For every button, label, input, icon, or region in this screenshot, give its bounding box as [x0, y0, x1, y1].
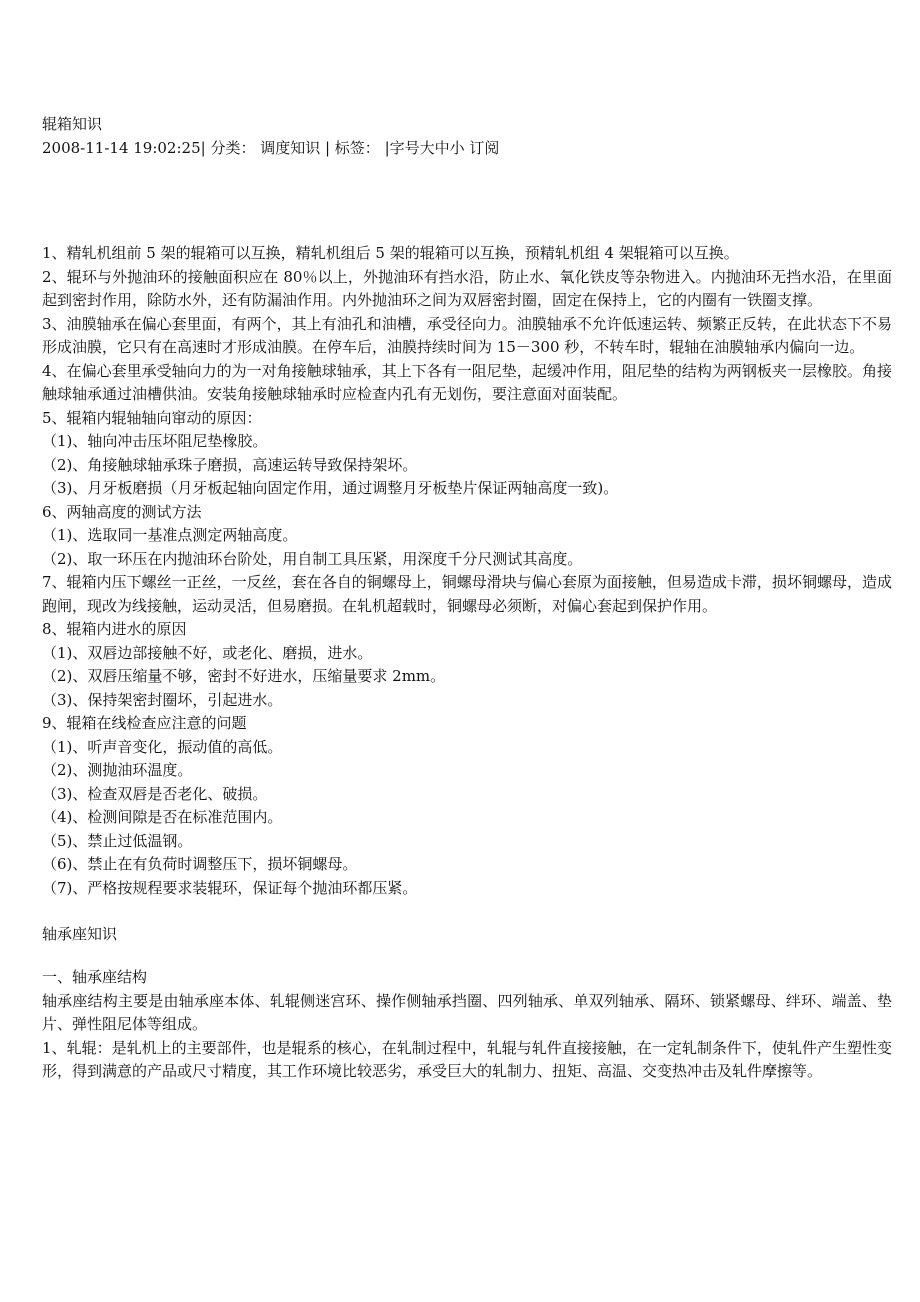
list-item: （4)、检测间隙是否在标准范围内。: [42, 808, 283, 826]
list-item: （3)、检查双唇是否老化、破损。: [42, 784, 268, 803]
article-title: 辊箱知识: [42, 115, 103, 133]
paragraph-2: 2、辊环与外抛油环的接触面积应在 80％以上，外抛油环有挡水沿，防止水、氧化铁皮等杂物进入。内抛油环无挡水沿，在里面起到密封作用，除防水外，还有防漏油作用。内外抛油环之间为双唇密封圈，固定在保持上，它的内圈有一铁圈支撑。: [42, 267, 892, 309]
paragraph-7: 7、辊箱内压下螺丝一正丝，一反丝，套在各自的铜螺母上，铜螺母滑块与偏心套原为面接触，但易造成卡滞，损坏铜螺母，造成跑闸，现改为线接触，运动灵活，但易磨损。在轧机超载时，铜螺母必须断，对偏心套起到保护作用。: [42, 573, 892, 615]
list-item: （5)、禁止过低温钢。: [42, 831, 193, 850]
list-item: （2)、双唇压缩量不够，密封不好进水，压缩量要求 2mm。: [42, 667, 446, 685]
list-item: （2)、测抛油环温度。: [42, 761, 193, 779]
paragraph-6: 6、两轴高度的测试方法: [42, 502, 202, 521]
spacer: [42, 160, 892, 242]
list-item: （3)、保持架密封圈坏，引起进水。: [42, 690, 283, 709]
list-item: （1)、选取同一基准点测定两轴高度。: [42, 526, 298, 544]
paragraph-s2: 1、轧辊：是轧机上的主要部件，也是辊系的核心，在轧制过程中，轧辊与轧件直接接触，在一定轧制条件下，使轧件产生塑性变形，得到满意的产品或尺寸精度，其工作环境比较恶劣，承受巨大的轧制力、扭矩、高温、交变热冲击及轧件摩擦等。: [42, 1038, 892, 1080]
list-item: （7)、严格按规程要求装辊环，保证每个抛油环都压紧。: [42, 878, 418, 897]
list-item: （3)、月牙板磨损（月牙板起轴向固定作用，通过调整月牙板垫片保证两轴高度一致)。: [42, 479, 619, 497]
paragraph-3: 3、油膜轴承在偏心套里面，有两个，其上有油孔和油槽，承受径向力。油膜轴承不允许低速运转、频繁正反转，在此状态下不易形成油膜，它只有在高速时才形成油膜。在停车后，油膜持续时间为 15－300 秒，不转车时，辊轴在油膜轴承内偏向一边。: [42, 314, 892, 356]
paragraph-4: 4、在偏心套里承受轴向力的为一对角接触球轴承，其上下各有一阻尼垫，起缓冲作用，阻尼垫的结构为两钢板夹一层橡胶。角接触球轴承通过油槽供油。安装角接触球轴承时应检查内孔有无划伤，要注意面对面装配。: [42, 361, 892, 403]
paragraph-1: 1、精轧机组前 5 架的辊箱可以互换，精轧机组后 5 架的辊箱可以互换，预精轧机组 4 架辊箱可以互换。: [42, 244, 739, 262]
paragraph-8: 8、辊箱内进水的原因: [42, 620, 187, 638]
paragraph-5: 5、辊箱内辊轴轴向窜动的原因：: [42, 408, 262, 427]
list-item: （1)、双唇边部接触不好，或老化、磨损，进水。: [42, 643, 373, 662]
paragraph-s1: 轴承座结构主要是由轴承座本体、轧辊侧迷宫环、操作侧轴承挡圈、四列轴承、单双列轴承、隔环、锁紧螺母、绊环、端盖、垫片、弹性阻尼体等组成。: [42, 991, 892, 1033]
list-item: （2)、取一环压在内抛油环台阶处，用自制工具压紧，用深度千分尺测试其高度。: [42, 549, 583, 568]
list-item: （1)、轴向冲击压坏阻尼垫橡胶。: [42, 432, 268, 450]
list-item: （1)、听声音变化，振动值的高低。: [42, 737, 283, 756]
section-subheading: 一、轴承座结构: [42, 968, 148, 986]
document-page: [42, 112, 892, 1084]
list-item: （2)、角接触球轴承珠子磨损，高速运转导致保持架坏。: [42, 455, 418, 474]
article-meta: 2008-11-14 19:02:25| 分类： 调度知识 | 标签： |字号大中小 订阅: [42, 139, 500, 157]
paragraph-9: 9、辊箱在线检查应注意的问题: [42, 714, 247, 732]
list-item: （6)、禁止在有负荷时调整压下，损坏铜螺母。: [42, 855, 358, 873]
section-title: 轴承座知识: [42, 925, 118, 943]
